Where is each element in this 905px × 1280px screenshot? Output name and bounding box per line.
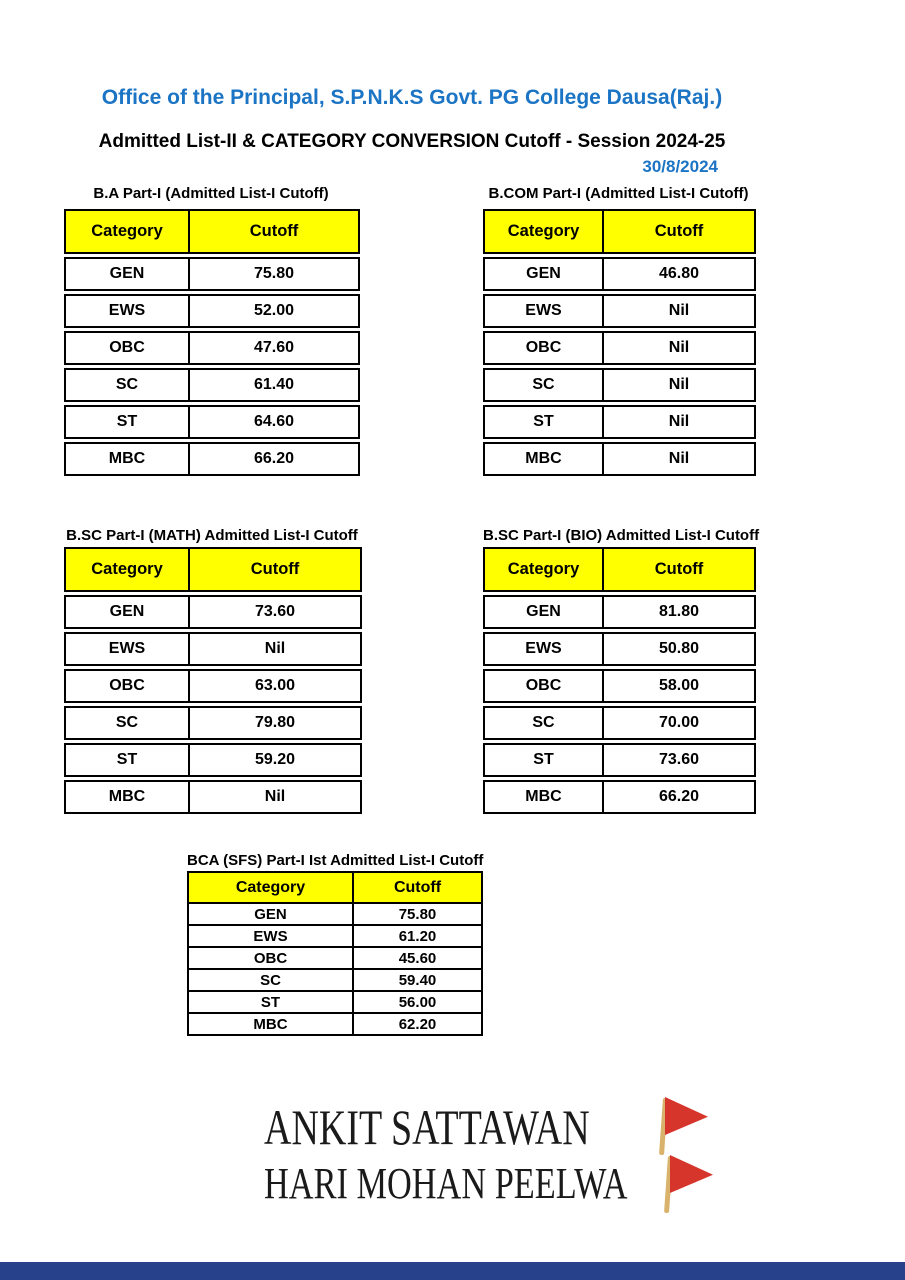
- cutoff-table-bsc-bio: [483, 547, 756, 814]
- category-cell: MBC: [483, 780, 604, 814]
- cutoff-cell: 58.00: [602, 669, 756, 703]
- table-row: [483, 294, 756, 328]
- category-cell: ST: [187, 990, 354, 1014]
- cutoff-cell: 59.20: [188, 743, 362, 777]
- cutoff-cell: 46.80: [602, 257, 756, 291]
- category-cell: ST: [483, 743, 604, 777]
- table-row: [483, 743, 756, 777]
- category-header-cell: Category: [483, 209, 604, 254]
- cutoff-cell: Nil: [188, 632, 362, 666]
- table-caption-bsc-math: B.SC Part-I (MATH) Admitted List-I Cutoff: [66, 527, 358, 544]
- table-row: [187, 990, 483, 1014]
- table-row: [64, 595, 362, 629]
- cutoff-cell: Nil: [602, 442, 756, 476]
- cutoff-header-cell: Cutoff: [602, 209, 756, 254]
- table-caption-ba: B.A Part-I (Admitted List-I Cutoff): [93, 185, 329, 202]
- category-cell: OBC: [483, 331, 604, 365]
- table-row: [483, 331, 756, 365]
- cutoff-cell: Nil: [188, 780, 362, 814]
- cutoff-cell: 73.60: [188, 595, 362, 629]
- cutoff-cell: Nil: [602, 405, 756, 439]
- category-header-cell: Category: [187, 871, 354, 904]
- table-row: [483, 405, 756, 439]
- red-flag-icon: [656, 1096, 710, 1158]
- category-cell: OBC: [64, 669, 190, 703]
- document-title: Office of the Principal, S.P.N.K.S Govt. PG College Dausa(Raj.): [101, 86, 723, 109]
- cutoff-cell: 63.00: [188, 669, 362, 703]
- category-header-cell: Category: [483, 547, 604, 592]
- cutoff-cell: 62.20: [352, 1012, 483, 1036]
- table-row: [187, 968, 483, 992]
- category-cell: EWS: [187, 924, 354, 948]
- table-row: [483, 632, 756, 666]
- table-row: [187, 946, 483, 970]
- category-cell: SC: [187, 968, 354, 992]
- cutoff-cell: 75.80: [188, 257, 360, 291]
- table-row: [187, 1012, 483, 1036]
- cutoff-cell: 64.60: [188, 405, 360, 439]
- cutoff-table-bsc-math: [64, 547, 362, 814]
- category-cell: MBC: [64, 780, 190, 814]
- category-cell: GEN: [483, 257, 604, 291]
- flag-pennant: [670, 1155, 713, 1193]
- category-cell: OBC: [64, 331, 190, 365]
- table-row: [64, 257, 360, 291]
- table-header-row: [64, 209, 360, 254]
- category-cell: EWS: [483, 294, 604, 328]
- category-cell: MBC: [64, 442, 190, 476]
- cutoff-cell: 56.00: [352, 990, 483, 1014]
- table-row: [483, 706, 756, 740]
- table-row: [64, 706, 362, 740]
- cutoff-cell: 61.40: [188, 368, 360, 402]
- category-header-cell: Category: [64, 209, 190, 254]
- cutoff-cell: 47.60: [188, 331, 360, 365]
- category-cell: GEN: [64, 595, 190, 629]
- cutoff-cell: 70.00: [602, 706, 756, 740]
- table-row: [64, 632, 362, 666]
- category-cell: MBC: [187, 1012, 354, 1036]
- table-caption-bsc-bio: B.SC Part-I (BIO) Admitted List-I Cutoff: [483, 527, 760, 544]
- table-row: [64, 331, 360, 365]
- table-row: [483, 257, 756, 291]
- cutoff-cell: 61.20: [352, 924, 483, 948]
- table-header-row: [483, 209, 756, 254]
- category-cell: EWS: [483, 632, 604, 666]
- table-row: [64, 405, 360, 439]
- cutoff-cell: 59.40: [352, 968, 483, 992]
- cutoff-cell: 45.60: [352, 946, 483, 970]
- category-cell: ST: [64, 405, 190, 439]
- cutoff-cell: 75.80: [352, 902, 483, 926]
- table-header-row: [64, 547, 362, 592]
- table-row: [64, 368, 360, 402]
- table-row: [483, 780, 756, 814]
- table-row: [483, 669, 756, 703]
- table-header-row: [483, 547, 756, 592]
- table-caption-bca: BCA (SFS) Part-I Ist Admitted List-I Cutoff: [187, 852, 484, 869]
- cutoff-cell: 50.80: [602, 632, 756, 666]
- cutoff-cell: 79.80: [188, 706, 362, 740]
- table-row: [64, 442, 360, 476]
- category-cell: GEN: [64, 257, 190, 291]
- cutoff-cell: 52.00: [188, 294, 360, 328]
- category-cell: OBC: [483, 669, 604, 703]
- cutoff-table-bca: [187, 871, 483, 1036]
- table-row: [483, 368, 756, 402]
- footer-bar: [0, 1262, 905, 1280]
- category-cell: GEN: [483, 595, 604, 629]
- document-date: 30/8/2024: [642, 157, 718, 176]
- cutoff-header-cell: Cutoff: [188, 547, 362, 592]
- cutoff-cell: Nil: [602, 331, 756, 365]
- cutoff-cell: Nil: [602, 368, 756, 402]
- category-header-cell: Category: [64, 547, 190, 592]
- table-header-row: [187, 871, 483, 904]
- table-row: [187, 924, 483, 948]
- signature-name-hari-mohan-peelwa: HARI MOHAN PEELWA: [264, 1159, 628, 1208]
- cutoff-header-cell: Cutoff: [188, 209, 360, 254]
- category-cell: GEN: [187, 902, 354, 926]
- table-row: [64, 743, 362, 777]
- cutoff-table-bcom: [483, 209, 756, 476]
- cutoff-table-ba: [64, 209, 360, 476]
- document-subtitle: Admitted List-II & CATEGORY CONVERSION Cutoff - Session 2024-25: [98, 131, 726, 152]
- category-cell: ST: [483, 405, 604, 439]
- category-cell: SC: [64, 368, 190, 402]
- category-cell: ST: [64, 743, 190, 777]
- flag-pennant: [665, 1097, 708, 1135]
- table-row: [483, 442, 756, 476]
- table-row: [64, 780, 362, 814]
- cutoff-cell: 81.80: [602, 595, 756, 629]
- cutoff-header-cell: Cutoff: [602, 547, 756, 592]
- table-caption-bcom: B.COM Part-I (Admitted List-I Cutoff): [488, 185, 749, 202]
- category-cell: MBC: [483, 442, 604, 476]
- table-row: [64, 669, 362, 703]
- category-cell: EWS: [64, 294, 190, 328]
- category-cell: EWS: [64, 632, 190, 666]
- signature-name-ankit-sattawan: ANKIT SATTAWAN: [264, 1099, 590, 1155]
- cutoff-cell: Nil: [602, 294, 756, 328]
- cutoff-cell: 66.20: [188, 442, 360, 476]
- category-cell: SC: [64, 706, 190, 740]
- red-flag-icon: [661, 1154, 715, 1216]
- cutoff-header-cell: Cutoff: [352, 871, 483, 904]
- cutoff-cell: 66.20: [602, 780, 756, 814]
- category-cell: SC: [483, 706, 604, 740]
- table-row: [64, 294, 360, 328]
- cutoff-cell: 73.60: [602, 743, 756, 777]
- category-cell: OBC: [187, 946, 354, 970]
- table-row: [187, 902, 483, 926]
- category-cell: SC: [483, 368, 604, 402]
- table-row: [483, 595, 756, 629]
